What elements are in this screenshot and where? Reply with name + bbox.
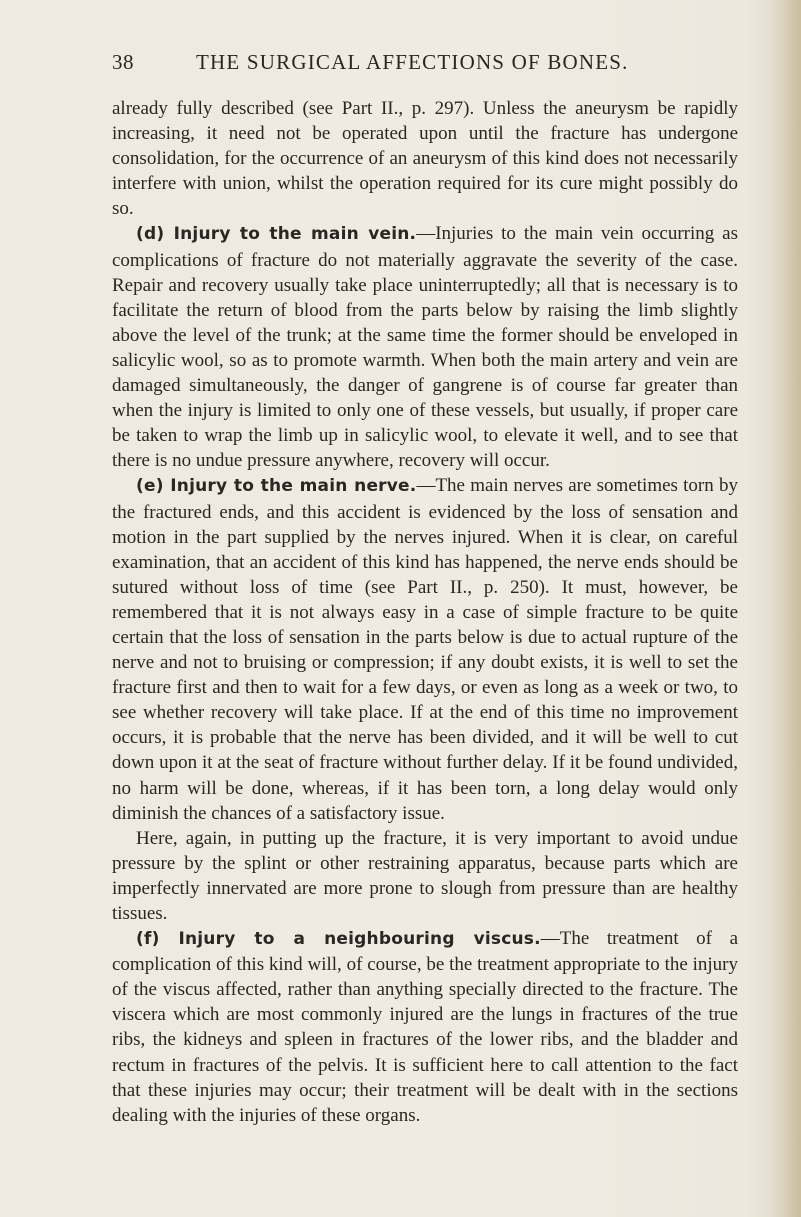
paragraph-main-vein xyxy=(112,221,738,473)
page-header xyxy=(112,50,734,80)
paragraph-text: Here, again, in putting up the fracture, it is very important to avoid undue pressure by the splint or other restraining apparatus, because parts which are imperfectly innervated are more prone to slough from pressure than are healthy tissues. xyxy=(112,827,738,924)
page-number: 38 xyxy=(112,50,134,74)
paragraph-neighbouring-viscus xyxy=(112,926,738,1128)
paragraph-continuation xyxy=(112,96,738,221)
running-title: THE SURGICAL AFFECTIONS OF BONES. xyxy=(196,50,629,74)
section-heading-main-vein: (d) Injury to the main vein. xyxy=(136,224,417,245)
section-heading-neighbouring-viscus: (f) Injury to a neighbouring viscus. xyxy=(136,929,541,950)
paragraph-text: already fully described (see Part II., p. 297). Unless the aneurysm be rapidly increasing, it need not be operated upon until the fracture has undergone consolidation, for the occurrence of an aneurysm of this kind does not necessarily interfere with union, whilst the operation required for its cure might possibly do so. xyxy=(112,98,738,220)
paragraph-text: —Injuries to the main vein occurring as complications of fracture do not materially aggravate the severity of the case. Repair and recovery usually take place uninterruptedly; all that is necessary is to facilitate the return of blood from the parts below by raising the limb slightly above the level of the trunk; at the same time the former should be enveloped in salicylic wool, so as to promote warmth. When both the main artery and vein are damaged simultaneously, the danger of gangrene is of course far greater than when the injury is limited to only one of these vessels, but usually, if proper care be taken to wrap the limb up in salicylic wool, to elevate it well, and to see that there is no undue pressure anywhere, recovery will occur. xyxy=(112,223,739,472)
paragraph-main-nerve xyxy=(112,473,738,825)
paragraph-text: —The main nerves are sometimes torn by the fractured ends, and this accident is evidenced by the loss of sensation and motion in the part supplied by the nerves injured. When it is clear, on careful examination, that an accident of this kind has happened, the nerve ends should be sutured without loss of time (see Part II., p. 250). It must, however, be remembered that it is not always easy in a case of simple fracture to be quite certain that the loss of sensation in the parts below is due to actual rupture of the nerve and not to bruising or compression; if any doubt exists, it is well to set the fracture first and then to wait for a few days, or even as long as a week or two, to see whether recovery will take place. If at the end of this time no improvement occurs, it is probable that the nerve has been divided, and it will be well to cut down upon it at the seat of fracture without further delay. If it be found undivided, no harm will be done, whereas, if it has been torn, a long delay would only diminish the chances of a satisfactory issue. xyxy=(112,475,738,824)
paragraph-splint-pressure xyxy=(112,826,738,926)
body-text xyxy=(112,96,738,1128)
paragraph-text: —The treatment of a complication of this kind will, of course, be the treatment appropriate to the injury of the viscus affected, rather than anything specially directed to the fracture. The viscera which are most commonly injured are the lungs in fractures of the true ribs, the kidneys and spleen in fractures of the lower ribs, and the bladder and rectum in fractures of the pelvis. It is sufficient here to call attention to the fact that these injuries may occur; their treatment will be dealt with in the sections dealing with the injuries of these organs. xyxy=(112,928,738,1126)
section-heading-main-nerve: (e) Injury to the main nerve. xyxy=(136,476,417,497)
page-edge-shadow xyxy=(787,0,801,1217)
